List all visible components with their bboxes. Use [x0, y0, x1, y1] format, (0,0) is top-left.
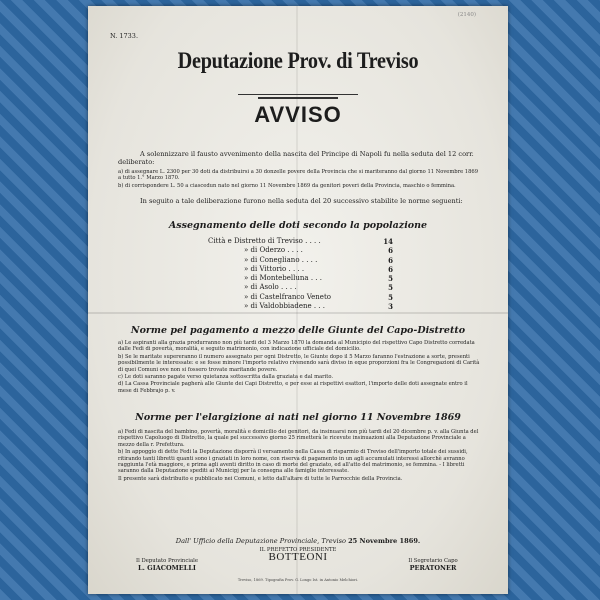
right-signature-role: Il Segretario Capo: [408, 558, 458, 564]
section-title-doti: Assegnamento delle doti secondo la popolazione: [168, 220, 428, 231]
district-value: 14: [383, 237, 393, 246]
district-row: [208, 302, 393, 311]
section-title-elargizione: Norme per l'elargizione ai nati nel giorno 11 Novembre 1869: [135, 412, 461, 423]
district-row: [208, 246, 393, 255]
title-rule: [238, 94, 358, 95]
deliberations-list: [118, 169, 482, 190]
section3-items: [118, 429, 482, 483]
district-label: Città e Distretto di Treviso . . . .: [208, 237, 321, 245]
district-value: 6: [388, 264, 393, 274]
district-label: » di Oderzo . . . .: [244, 246, 303, 255]
date-line-date: 25 Novembre 1869.: [348, 537, 421, 545]
district-value: 5: [388, 283, 393, 293]
district-label: » di Montebelluna . . .: [244, 274, 322, 283]
avviso-heading: AVVISO: [254, 102, 342, 127]
district-value: 5: [388, 274, 393, 284]
following-paragraph: In seguito a tale deliberazione furono nella seduta del 20 successivo stabilite le norme seguenti:: [140, 197, 463, 205]
district-value: 5: [388, 292, 393, 302]
center-signature: [238, 547, 358, 561]
left-signature-name: L. GIACOMELLI: [138, 564, 196, 572]
norm-item: b) Se le maritate supereranno il numero assegnato per ogni Distretto, le Giunte dopo il 5 Marzo faranno l'estrazione a sorte, presenti possibilmente le interessate: e se fosse minore l'importo relativo rivenendo sarà diviso in eque proporzioni fra le Congregazioni di Carità di quei Comuni ove non si fossero trovate maritande povere.: [118, 353, 480, 373]
district-row: [208, 237, 393, 246]
paper-fold-horizontal: [88, 312, 508, 314]
center-signature-name: BOTTEONI: [268, 551, 328, 563]
district-label: » di Castelfranco Veneto: [244, 292, 331, 301]
section2-items: [118, 340, 482, 395]
intro-paragraph: A solennizzare il fausto avvenimento della nascita del Principe di Napoli fu nella seduta del 12 corr. deliberato:: [118, 150, 474, 166]
district-row: [208, 256, 393, 265]
norm-item: b) In appoggio di dette Fedi la Deputazione disporrà il versamento nella Cassa di risparmio di Treviso dell'importo totale dei sussidi, ritirando tanti libretti quanti sono i graziati in loro nome, con riserva di pagamento in un agli accumulati interessi allorchè avranno raggiunta l'età maggiore, e prima agli aventi diritto in caso di morte del graziato, ed all'atto del matrimonio, se femmina. - I libretti saranno dalla Deputazione spediti ai Municipj per la consegna alle famiglie interessate.: [118, 449, 468, 475]
notice-poster: [88, 6, 508, 594]
section-title-pagamento: Norme pel pagamento a mezzo delle Giunte del Capo-Distretto: [130, 325, 466, 336]
norm-item: a) Fedi di nascita del bambino, povertà, moralità e domicilio dei genitori, da insinuarsi non più tardi del 20 dicembre p. v. alla Giunta del rispettivo Capoluogo di Distretto, la quale pel successivo giorno 25 rimetterà le ricevute insinuazioni alla Deputazione Provinciale a mezzo della r. Prefettura.: [118, 429, 479, 448]
district-value: 3: [388, 302, 393, 312]
left-signature: [112, 558, 222, 572]
district-row: [208, 293, 393, 302]
document-number: N. 1733.: [110, 32, 139, 40]
title-rule-bold: [258, 97, 338, 99]
right-signature-name: PERATONER: [409, 564, 457, 572]
district-label: » di Vittorio . . . .: [244, 264, 305, 273]
date-line: [88, 537, 508, 545]
pencil-note: (2140): [457, 12, 476, 18]
district-value: 6: [388, 255, 393, 265]
norm-item: c) Le doti saranno pagate verso quietanza sottoscritta dalla graziata e dal marito.: [118, 374, 334, 381]
right-signature: [378, 558, 488, 572]
document-title: Deputazione Prov. di Treviso: [177, 48, 419, 73]
printer-line: Treviso, 1869. Tipografia Prov. G. Longo Ist. in Antonio Melchiori.: [237, 578, 359, 582]
district-label: » di Conegliano . . . .: [244, 255, 318, 264]
district-value: 6: [388, 246, 393, 256]
district-label: » di Asolo . . . .: [244, 283, 297, 292]
deliberation-item: b) di corrispondere L. 50 a ciascedun nato nel giorno 11 Novembre 1869 da genitori poveri della Provincia, maschio o femmina.: [118, 182, 456, 189]
district-row: [208, 283, 393, 292]
center-signature-role: IL PREFETTO PRESIDENTE: [259, 547, 337, 553]
district-list: [208, 237, 393, 311]
district-label: » di Valdobbiadene . . .: [244, 302, 325, 311]
left-signature-role: Il Deputato Provinciale: [136, 558, 198, 564]
deliberation-item: a) di assegnare L. 2300 per 30 doti da distribuirsi a 30 donzelle povere della Provincia che si mariteranno dal giorno 11 Novembre 1869 a tutto 1.° Marzo 1870.: [118, 169, 479, 182]
norm-item: a) Le aspiranti alla grazia produrranno non più tardi del 3 Marzo 1870 la domanda al Municipio del rispettivo Capo Distretto corredata dalle Fedi di povertà, moralità, e seguito matrimonio, con indicazione ufficiale del domicilio.: [118, 340, 475, 353]
district-row: [208, 265, 393, 274]
norm-item: d) La Cassa Provinciale pagherà alle Giunte dei Capi Distretto, e per esse ai rispettivi esattori, l'importo delle doti assegnate entro il mese di Febbrajo p. v.: [118, 381, 468, 394]
closing-note: Il presente sarà distribuito e pubblicato nei Comuni, e letto dall'altare di tutte le Parrocchie della Provincia.: [118, 475, 403, 482]
district-row: [208, 274, 393, 283]
date-line-prefix: Dall' Ufficio della Deputazione Provinciale, Treviso: [175, 537, 346, 545]
